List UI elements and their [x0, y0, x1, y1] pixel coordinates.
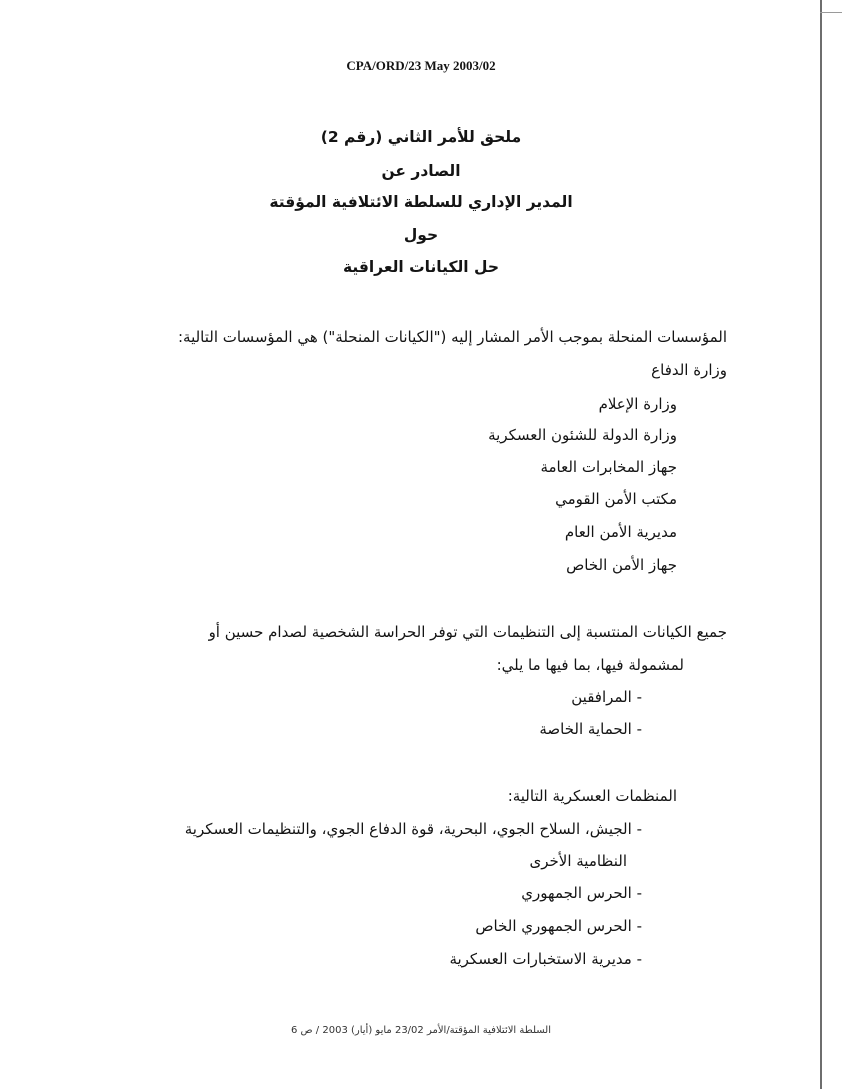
page-edge-mark — [820, 12, 842, 13]
institution-item: وزارة الإعلام — [598, 395, 677, 413]
guard-item: - الحماية الخاصة — [539, 720, 642, 738]
title-line-3: المدير الإداري للسلطة الائتلافية المؤقتة — [269, 193, 573, 211]
guards-paragraph-line-2: لمشمولة فيها، بما فيها ما يلي: — [496, 656, 684, 674]
military-item: - الجيش، السلاح الجوي، البحرية، قوة الدفاع الجوي، والتنظيمات العسكرية — [184, 820, 642, 838]
military-heading: المنظمات العسكرية التالية: — [507, 787, 677, 805]
document-reference: CPA/ORD/23 May 2003/02 — [346, 58, 496, 73]
institution-item: مكتب الأمن القومي — [555, 490, 677, 508]
institution-item: مديرية الأمن العام — [564, 523, 677, 541]
institution-item: جهاز الأمن الخاص — [566, 556, 677, 574]
guards-paragraph-line-1: جميع الكيانات المنتسبة إلى التنظيمات التي توفر الحراسة الشخصية لصدام حسين أو — [208, 623, 727, 641]
institution-item: جهاز المخابرات العامة — [540, 458, 677, 476]
military-item: - مديرية الاستخبارات العسكرية — [449, 950, 642, 968]
title-line-1: ملحق للأمر الثاني (رقم 2) — [320, 128, 522, 146]
title-line-4: حول — [403, 226, 439, 244]
military-item-continuation: النظامية الأخرى — [529, 852, 627, 870]
page-footer: السلطة الائتلافية المؤقتة/الأمر 23/02 مايو (أيار) 2003 / ص 6 — [290, 1025, 552, 1036]
institution-item: وزارة الدولة للشئون العسكرية — [488, 426, 677, 444]
military-item: - الحرس الجمهوري — [521, 884, 642, 902]
institution-item: وزارة الدفاع — [651, 361, 727, 379]
title-line-5: حل الكيانات العراقية — [342, 258, 500, 276]
title-line-2: الصادر عن — [381, 162, 461, 180]
guard-item: - المرافقين — [571, 688, 642, 706]
intro-paragraph: المؤسسات المنحلة بموجب الأمر المشار إليه ("الكيانات المنحلة") هي المؤسسات التالية: — [177, 328, 727, 346]
military-item: - الحرس الجمهوري الخاص — [475, 917, 642, 935]
